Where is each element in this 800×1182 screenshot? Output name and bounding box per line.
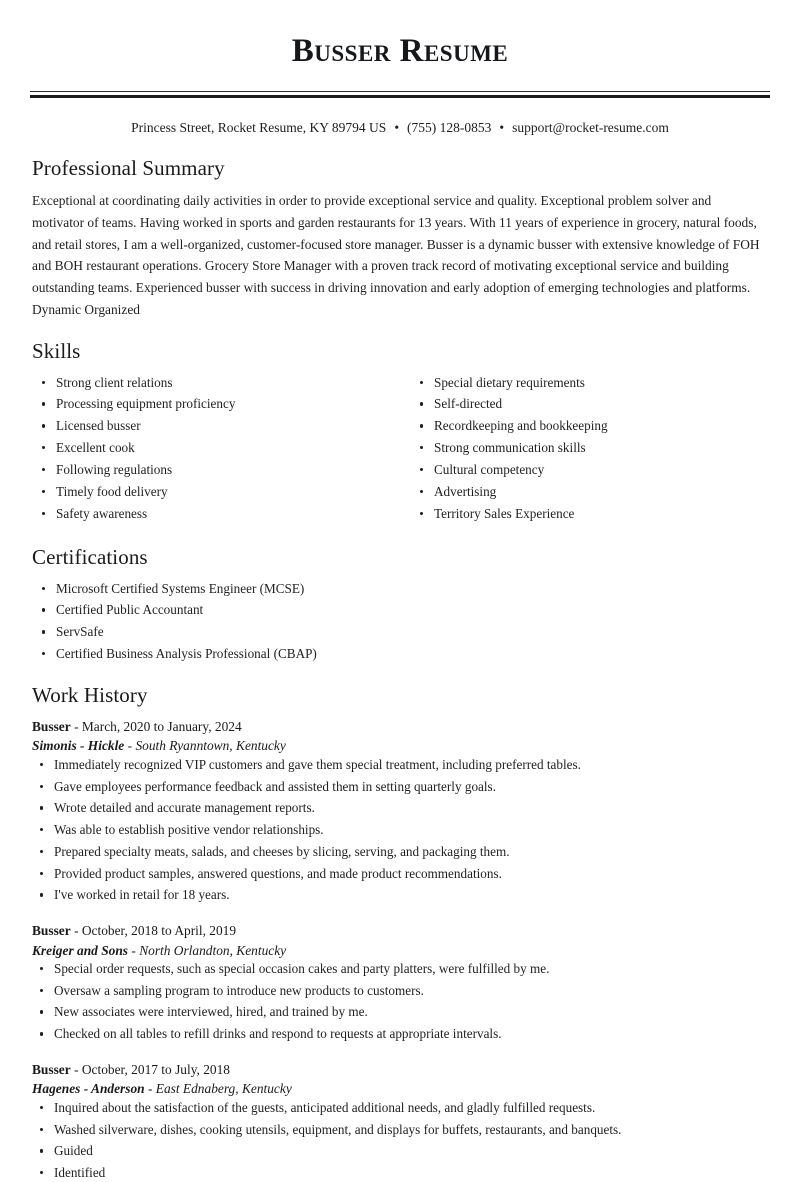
divider-line-thick (30, 95, 770, 98)
list-item: ServSafe (32, 623, 770, 641)
section-skills (30, 338, 770, 526)
job-title-line (32, 1060, 770, 1079)
job-company-dash: - (147, 1081, 153, 1097)
list-item: Cultural competency (410, 461, 770, 479)
job-company: Simonis - Hickle (32, 738, 125, 754)
section-certifications (30, 544, 770, 662)
job-company: Hagenes - Anderson (32, 1081, 145, 1097)
list-item: Special order requests, such as special occasion cakes and party platters, were fulfilled by me. (30, 960, 770, 978)
list-item: New associates were interviewed, hired, and trained by me. (30, 1003, 770, 1021)
skills-heading: Skills (32, 339, 81, 364)
job-title: Busser (32, 1061, 71, 1077)
work-history-entry-1 (30, 717, 770, 904)
job-dates: October, 2017 to July, 2018 (81, 1061, 230, 1077)
header-divider (30, 91, 770, 98)
list-item: Advertising (410, 483, 770, 501)
list-item: Identified (30, 1164, 770, 1182)
job-company-dash: - (131, 942, 136, 958)
job-dates: October, 2018 to April, 2019 (81, 923, 237, 939)
list-item: Microsoft Certified Systems Engineer (MCSE) (32, 580, 770, 598)
job-company-line (32, 736, 770, 755)
summary-heading: Professional Summary (32, 155, 225, 180)
certifications-list (32, 580, 770, 663)
list-item: Processing equipment proficiency (32, 395, 401, 413)
list-item: Certified Public Accountant (32, 601, 770, 619)
list-item: Self-directed (410, 395, 770, 413)
job-company-line (32, 1079, 770, 1098)
work-history-entry-3 (30, 1060, 770, 1182)
list-item: Provided product samples, answered questions, and made product recommendations. (30, 865, 770, 883)
page-title: Busser Resume (291, 33, 509, 69)
skills-columns (32, 374, 770, 527)
contact-email[interactable]: support@rocket-resume.com (512, 120, 669, 136)
job-location: East Ednaberg, Kentucky (155, 1081, 292, 1097)
summary-text: Exceptional at coordinating daily activities in order to provide exceptional service and quality. Exceptional problem solver and motivator of teams. Having worked in sports and garden restaurants for 13 years. With 11 years of experience in grocery, natural foods, and retail stores, I am a well-organized, customer-focused store manager. Busser is a dynamic busser with extensive knowledge of FOH and BOH restaurant operations. Grocery Store Manager with a proven track record of motivating exceptional service and building outstanding teams. Experienced busser with success in driving innovation and early adoption of emerging technologies and platforms. Dynamic Organized (32, 193, 760, 317)
list-item: Strong client relations (32, 374, 401, 392)
work-history-entry-2 (30, 921, 770, 1043)
job-title: Busser (32, 923, 71, 939)
job-bullets-list (30, 960, 770, 1043)
job-title-line (32, 717, 770, 736)
list-item: Recordkeeping and bookkeeping (410, 417, 770, 435)
list-item: Inquired about the satisfaction of the guests, anticipated additional needs, and gladly fulfilled requests. (30, 1099, 770, 1117)
contact-separator-1: • (394, 120, 400, 136)
job-company-line (32, 941, 770, 960)
list-item: Gave employees performance feedback and assisted them in setting quarterly goals. (30, 778, 770, 796)
list-item: Wrote detailed and accurate management reports. (30, 799, 770, 817)
job-bullets-list (30, 1099, 770, 1182)
job-title-line (32, 921, 770, 940)
job-title-dash: - (74, 923, 79, 939)
contact-separator-2: • (499, 120, 505, 136)
job-location: South Ryanntown, Kentucky (135, 738, 286, 754)
section-professional-summary (30, 155, 770, 320)
job-dates: March, 2020 to January, 2024 (81, 718, 242, 734)
contact-address: Princess Street, Rocket Resume, KY 89794 US (131, 120, 387, 136)
job-title: Busser (32, 718, 71, 734)
work-history-heading: Work History (32, 682, 148, 707)
list-item: Was able to establish positive vendor relationships. (30, 821, 770, 839)
list-item: Following regulations (32, 461, 401, 479)
job-bullets-list (30, 756, 770, 904)
certifications-heading: Certifications (32, 545, 148, 570)
list-item: Certified Business Analysis Professional (CBAP) (32, 645, 770, 663)
skills-list-right (410, 374, 770, 523)
contact-phone[interactable]: (755) 128-0853 (407, 120, 492, 136)
contact-line (30, 119, 770, 137)
section-work-history (30, 682, 770, 1182)
list-item: Washed silverware, dishes, cooking utensils, equipment, and displays for buffets, restaurants, and banquets. (30, 1121, 770, 1139)
list-item: I've worked in retail for 18 years. (30, 886, 770, 904)
list-item: Special dietary requirements (410, 374, 770, 392)
list-item: Guided (30, 1142, 770, 1160)
list-item: Immediately recognized VIP customers and gave them special treatment, including preferred tables. (30, 756, 770, 774)
job-company: Kreiger and Sons (32, 942, 128, 958)
job-company-dash: - (127, 738, 133, 754)
list-item: Timely food delivery (32, 483, 401, 501)
list-item: Oversaw a sampling program to introduce new products to customers. (30, 982, 770, 1000)
certifications-body (32, 580, 770, 663)
job-title-dash: - (74, 718, 79, 734)
list-item: Checked on all tables to refill drinks and respond to requests at appropriate intervals. (30, 1025, 770, 1043)
job-title-dash: - (74, 1061, 79, 1077)
list-item: Prepared specialty meats, salads, and cheeses by slicing, serving, and packaging them. (30, 843, 770, 861)
skills-list-left (32, 374, 401, 523)
list-item: Licensed busser (32, 417, 401, 435)
list-item: Strong communication skills (410, 439, 770, 457)
skills-column-right (401, 374, 770, 527)
list-item: Safety awareness (32, 505, 401, 523)
list-item: Excellent cook (32, 439, 401, 457)
skills-column-left (32, 374, 401, 527)
list-item: Territory Sales Experience (410, 505, 770, 523)
job-location: North Orlandton, Kentucky (139, 942, 287, 958)
